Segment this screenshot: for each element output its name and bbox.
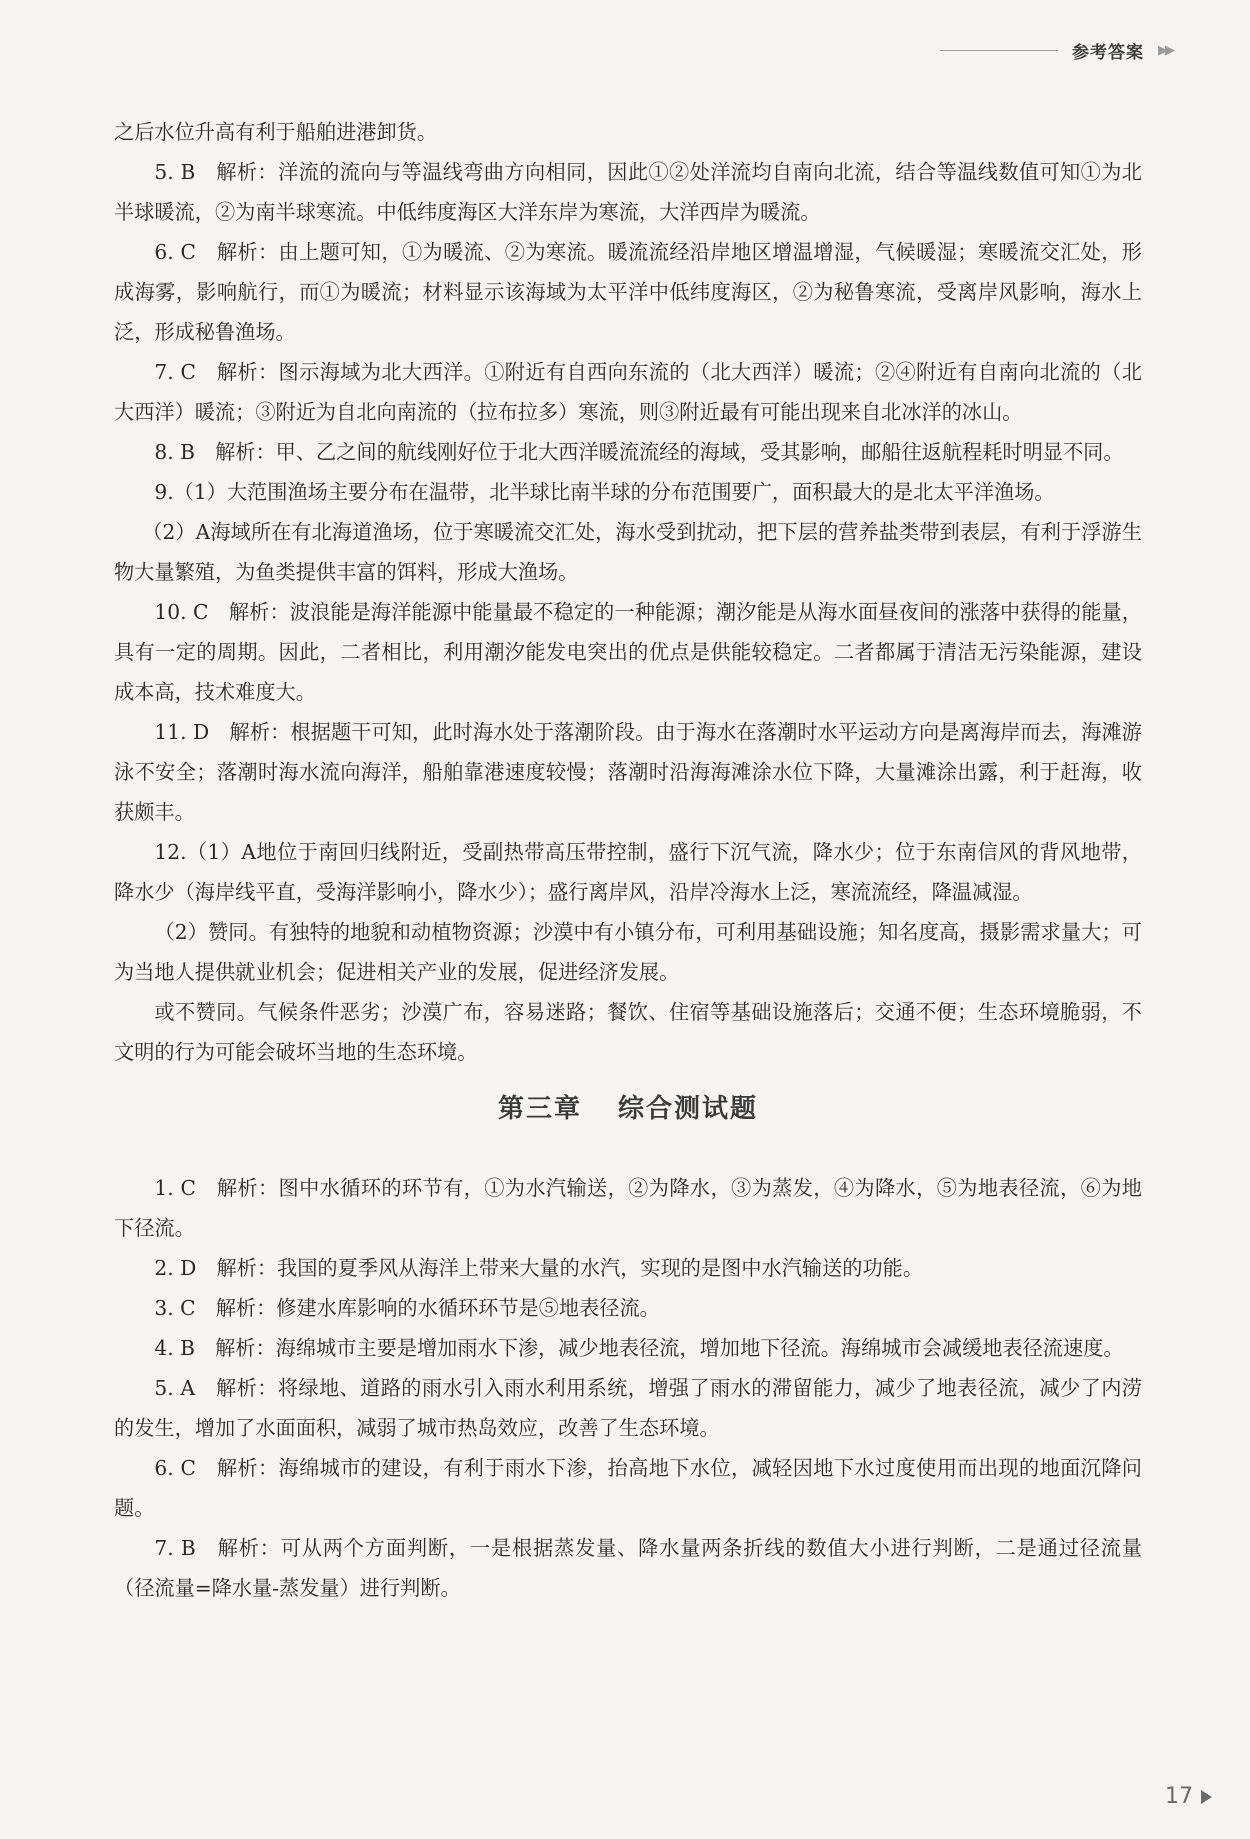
chapter-answer-4: 4. B 解析：海绵城市主要是增加雨水下渗，减少地表径流，增加地下径流。海绵城市会减缓地表径流速度。 — [154, 1336, 1124, 1360]
answer-8: 8. B 解析：甲、乙之间的航线刚好位于北大西洋暖流流经的海域，受其影响，邮船往返航程耗时明显不同。 — [154, 440, 1124, 464]
page-footer — [1165, 1784, 1212, 1809]
answer-12-part-2: （2）赞同。有独特的地貌和动植物资源；沙漠中有小镇分布，可利用基础设施；知名度高，摄影需求量大；可为当地人提供就业机会；促进相关产业的发展，促进经济发展。 — [114, 920, 1142, 984]
page-content — [114, 112, 1142, 1608]
chapter-answer-5: 5. A 解析：将绿地、道路的雨水引入雨水利用系统，增强了雨水的滞留能力，减少了地表径流，减少了内涝的发生，增加了水面面积，减弱了城市热岛效应，改善了生态环境。 — [114, 1376, 1142, 1440]
answer-9-part-1: 9.（1）大范围渔场主要分布在温带，北半球比南半球的分布范围要广，面积最大的是北太平洋渔场。 — [154, 480, 1055, 504]
page-number: 17 — [1165, 1784, 1193, 1809]
chapter-answer-2: 2. D 解析：我国的夏季风从海洋上带来大量的水汽，实现的是图中水汽输送的功能。 — [154, 1256, 924, 1280]
chapter-label: 第三章 — [497, 1094, 582, 1124]
answer-9-part-2: （2）A海域所在有北海道渔场，位于寒暖流交汇处，海水受到扰动，把下层的营养盐类带到表层，有利于浮游生物大量繁殖，为鱼类提供丰富的饵料，形成大渔场。 — [114, 520, 1142, 584]
answer-6: 6. C 解析：由上题可知，①为暖流、②为寒流。暖流流经沿岸地区增温增湿，气候暖湿；寒暖流交汇处，形成海雾，影响航行，而①为暖流；材料显示该海域为太平洋中低纬度海区，②为秘鲁寒流，受离岸风影响，海水上泛，形成秘鲁渔场。 — [114, 240, 1142, 344]
answer-12-alternative: 或不赞同。气候条件恶劣；沙漠广布，容易迷路；餐饮、住宿等基础设施落后；交通不便；生态环境脆弱，不文明的行为可能会破坏当地的生态环境。 — [114, 1000, 1142, 1064]
chapter-answer-6: 6. C 解析：海绵城市的建设，有利于雨水下渗，抬高地下水位，减轻因地下水过度使用而出现的地面沉降问题。 — [114, 1456, 1142, 1520]
page-header — [940, 38, 1172, 63]
paragraph-continuation: 之后水位升高有利于船舶进港卸货。 — [114, 120, 438, 144]
chapter-title-text: 综合测试题 — [618, 1094, 759, 1124]
answer-7: 7. C 解析：图示海域为北大西洋。①附近有自西向东流的（北大西洋）暖流；②④附近有自南向北流的（北大西洋）暖流；③附近为自北向南流的（拉布拉多）寒流，则③附近最有可能出现来自北冰洋的冰山。 — [114, 360, 1142, 424]
answer-11: 11. D 解析：根据题干可知，此时海水处于落潮阶段。由于海水在落潮时水平运动方向是离海岸而去，海滩游泳不安全；落潮时海水流向海洋，船舶靠港速度较慢；落潮时沿海海滩涂水位下降，大量滩涂出露，利于赶海，收获颇丰。 — [114, 720, 1142, 824]
chapter-heading — [114, 1089, 1142, 1149]
chapter-answer-3: 3. C 解析：修建水库影响的水循环环节是⑤地表径流。 — [154, 1296, 660, 1320]
answer-10: 10. C 解析：波浪能是海洋能源中能量最不稳定的一种能源；潮汐能是从海水面昼夜间的涨落中获得的能量，具有一定的周期。因此，二者相比，利用潮汐能发电突出的优点是供能较稳定。二者都属于清洁无污染能源，建设成本高，技术难度大。 — [114, 600, 1142, 704]
answer-12-part-1: 12.（1）A地位于南回归线附近，受副热带高压带控制，盛行下沉气流，降水少；位于东南信风的背风地带，降水少（海岸线平直，受海洋影响小，降水少）；盛行离岸风，沿岸冷海水上泛，寒流流经，降温减湿。 — [114, 840, 1142, 904]
answer-5: 5. B 解析：洋流的流向与等温线弯曲方向相同，因此①②处洋流均自南向北流，结合等温线数值可知①为北半球暖流，②为南半球寒流。中低纬度海区大洋东岸为寒流，大洋西岸为暖流。 — [114, 160, 1142, 224]
header-arrows-icon: ▶▶ — [1158, 43, 1172, 58]
header-rule — [940, 50, 1058, 51]
page-arrow-icon — [1201, 1790, 1212, 1804]
chapter-answer-7: 7. B 解析：可从两个方面判断，一是根据蒸发量、降水量两条折线的数值大小进行判断，二是通过径流量（径流量=降水量-蒸发量）进行判断。 — [114, 1536, 1142, 1600]
chapter-answer-1: 1. C 解析：图中水循环的环节有，①为水汽输送，②为降水，③为蒸发，④为降水，⑤为地表径流，⑥为地下径流。 — [114, 1176, 1142, 1240]
header-title: 参考答案 — [1072, 43, 1144, 63]
